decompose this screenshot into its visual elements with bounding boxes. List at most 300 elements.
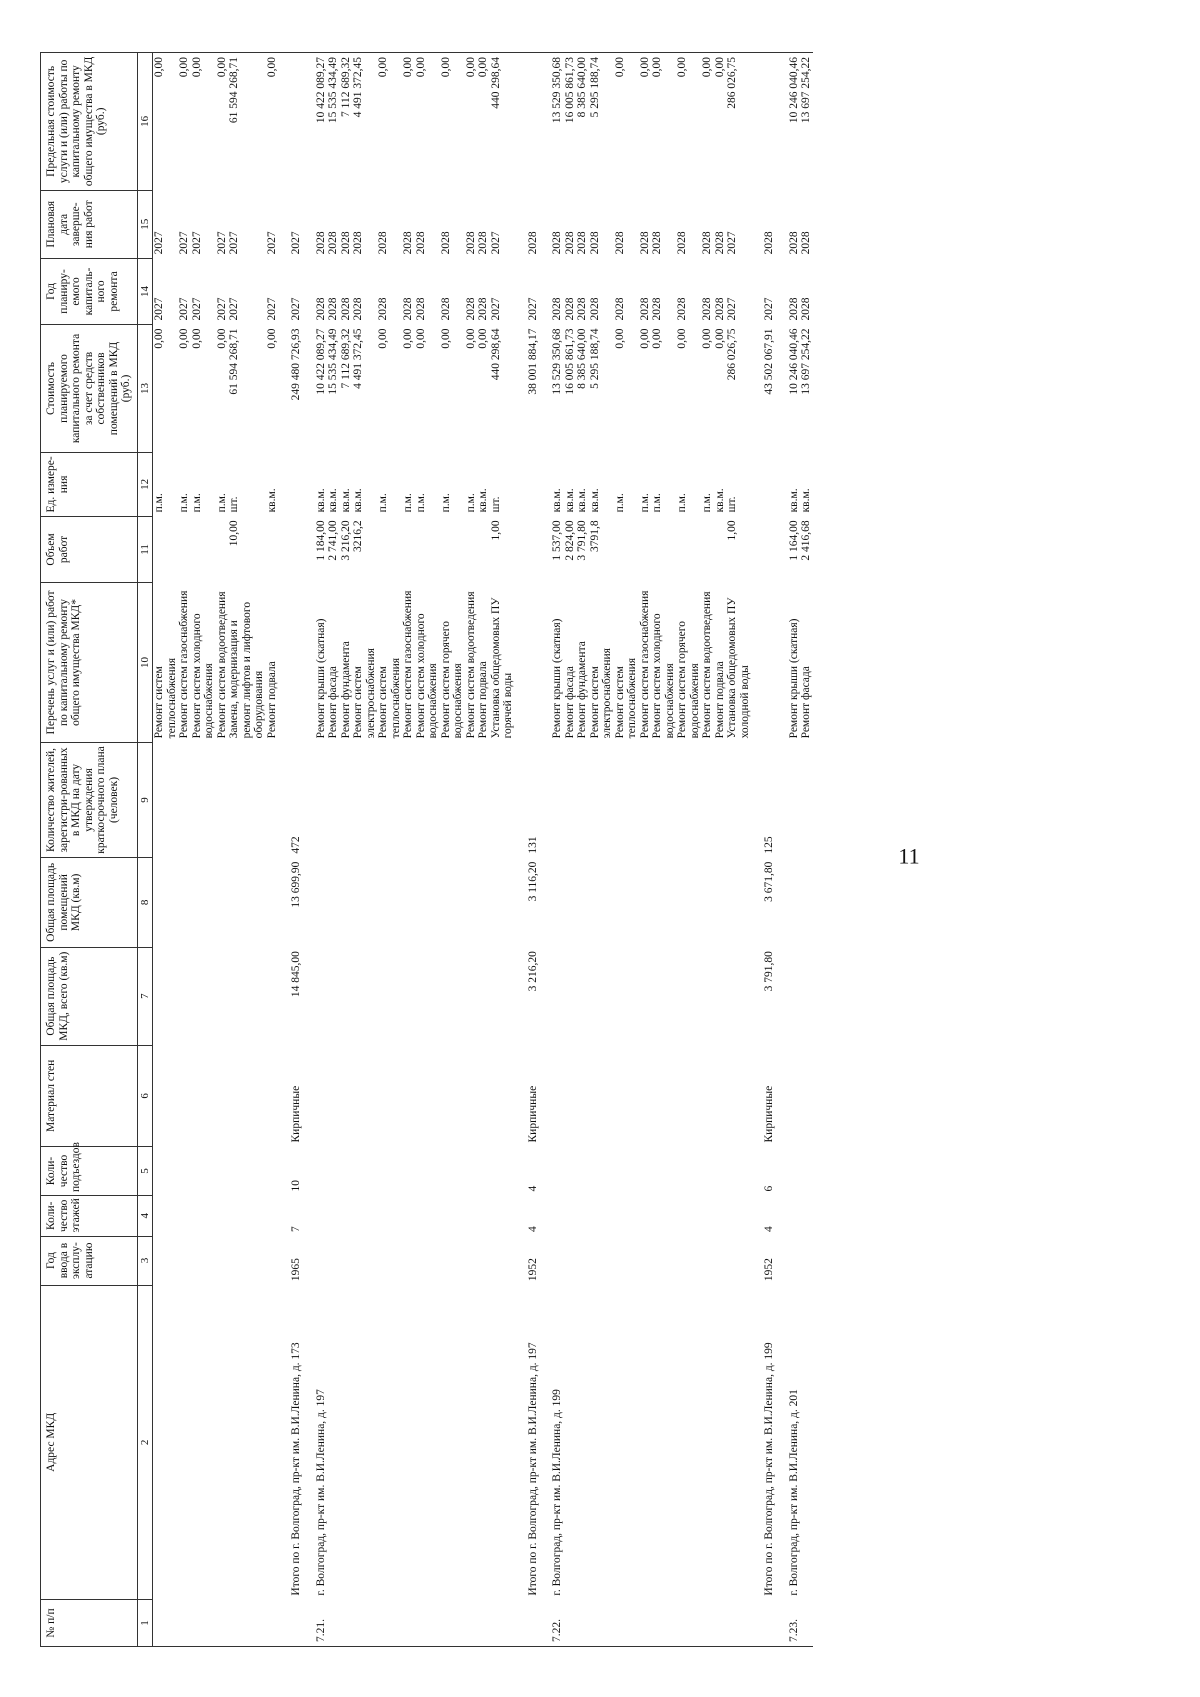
cell-col-5 [576, 1146, 589, 1195]
cell-col-10: Ремонт фасада [327, 666, 339, 739]
cell-col-1 [800, 1600, 813, 1647]
cell-col-11 [477, 516, 490, 582]
cell-col-6 [191, 1045, 216, 1146]
cell-col-14: 2028 [588, 297, 601, 321]
cell-col-13: 43 502 067,91 [763, 328, 775, 395]
cell-col-12: кв.м. [713, 488, 726, 513]
spacer-row [303, 53, 315, 1647]
cell-col-10: Ремонт крыши (скатная) [314, 618, 327, 739]
cell-col-1 [415, 1600, 440, 1647]
cell-col-10: Ремонт крыши (скатная) [787, 618, 800, 739]
capital-repair-table [40, 52, 813, 1647]
cell-col-4 [216, 1196, 229, 1237]
spacer-cell [776, 1285, 788, 1600]
table-row [327, 53, 340, 1647]
spacer-cell [539, 1146, 551, 1195]
cell-col-10: Ремонт систем холодного водоснабжения [414, 613, 439, 739]
cell-col-10: Ремонт фундамента [339, 641, 352, 739]
cell-col-8 [266, 858, 279, 948]
cell-col-8 [651, 858, 676, 948]
cell-col-7 [266, 947, 279, 1045]
cell-col-13: 13 529 350,68 [551, 328, 563, 395]
cell-col-2 [415, 1285, 440, 1600]
spacer-cell [278, 190, 290, 258]
cell-col-4 [614, 1196, 639, 1237]
cell-col-12 [290, 452, 303, 516]
cell-col-4 [564, 1196, 577, 1237]
cell-col-9 [315, 742, 328, 857]
column-number-16: 16 [137, 53, 153, 191]
column-header-7: Общая площадь МКД, всего (кв.м) [41, 947, 138, 1045]
cell-col-8 [352, 858, 377, 948]
cell-col-12: п.м. [701, 493, 713, 513]
cell-col-5 [402, 1146, 415, 1195]
column-number-3: 3 [137, 1236, 153, 1285]
cell-col-3: 1952 [526, 1258, 539, 1282]
cell-col-1: 7.21. [315, 1600, 328, 1647]
cell-col-3 [589, 1236, 614, 1285]
cell-col-15: 2028 [676, 231, 688, 255]
cell-col-10 [763, 583, 776, 743]
cell-col-6 [589, 1045, 614, 1146]
cell-col-16: 0,00 [216, 53, 229, 191]
cell-col-15: 2028 [327, 231, 339, 255]
cell-col-16: 0,00 [477, 53, 490, 191]
cell-col-15: 2027 [726, 231, 738, 255]
cell-col-4 [352, 1196, 377, 1237]
cell-col-16: 0,00 [639, 53, 652, 191]
cell-col-10: Ремонт подвала [265, 661, 278, 739]
cell-col-14: 2027 [153, 297, 165, 321]
spacer-cell [515, 516, 527, 582]
cell-col-3 [490, 1236, 515, 1285]
cell-col-13: 0,00 [477, 328, 489, 349]
spacer-cell [751, 1196, 763, 1237]
cell-col-8 [465, 858, 478, 948]
cell-col-9: 472 [290, 836, 302, 854]
cell-col-5 [415, 1146, 440, 1195]
cell-col-9: 131 [526, 836, 539, 854]
spacer-row [278, 53, 290, 1647]
table-row [216, 53, 229, 1647]
cell-col-11: 2 824,00 [563, 520, 576, 561]
cell-col-6: Кирпичные [526, 1085, 539, 1143]
cell-col-7 [153, 947, 179, 1045]
cell-col-2: г. Волгоград, пр-кт им. В.И.Ленина, д. 199 [551, 1389, 563, 1596]
table-row [477, 53, 490, 1647]
spacer-cell [278, 583, 290, 743]
cell-col-12 [763, 452, 776, 516]
cell-col-14: 2027 [178, 297, 190, 321]
cell-col-5: 4 [526, 1185, 539, 1192]
column-header-15: Плановая дата заверше-ния работ [41, 190, 138, 258]
table-header [41, 53, 153, 1647]
cell-col-9 [327, 742, 340, 857]
cell-col-8 [726, 858, 751, 948]
cell-col-9 [490, 742, 515, 857]
cell-col-8 [576, 858, 589, 948]
cell-col-3 [800, 1236, 813, 1285]
spacer-row [539, 53, 551, 1647]
cell-col-9 [178, 742, 191, 857]
table-row [191, 53, 216, 1647]
cell-col-6 [266, 1045, 279, 1146]
cell-col-15: 2028 [787, 231, 800, 255]
cell-col-10: Ремонт фасада [800, 666, 812, 739]
cell-col-10: Установка общедомовых ПУ холодной воды [726, 597, 751, 739]
cell-col-8 [327, 858, 340, 948]
cell-col-9 [576, 742, 589, 857]
cell-col-6 [726, 1045, 751, 1146]
cell-col-13: 13 697 254,22 [800, 328, 812, 395]
spacer-cell [278, 1285, 290, 1600]
cell-col-13: 0,00 [178, 328, 190, 349]
cell-col-9 [788, 742, 801, 857]
cell-col-15: 2027 [190, 231, 203, 255]
cell-col-12: п.м. [153, 493, 165, 513]
cell-col-4 [315, 1196, 328, 1237]
cell-col-14: 2028 [551, 297, 563, 321]
column-number-7: 7 [137, 947, 153, 1045]
cell-col-2 [402, 1285, 415, 1600]
cell-col-6 [576, 1045, 589, 1146]
cell-col-2: г. Волгоград, пр-кт им. В.И.Ленина, д. 201 [787, 1389, 800, 1596]
cell-col-14: 2027 [489, 297, 502, 321]
cell-col-2 [576, 1285, 589, 1600]
spacer-row [776, 53, 788, 1647]
cell-col-13: 0,00 [265, 328, 278, 349]
cell-col-5 [352, 1146, 377, 1195]
spacer-cell [515, 190, 527, 258]
spacer-cell [515, 258, 527, 324]
cell-col-2 [651, 1285, 676, 1600]
cell-col-11 [701, 516, 714, 582]
cell-col-2 [564, 1285, 577, 1600]
spacer-cell [776, 947, 788, 1045]
cell-col-3 [377, 1236, 402, 1285]
cell-col-15: 2028 [377, 231, 389, 255]
cell-col-14: 2028 [576, 297, 588, 321]
cell-col-9 [651, 742, 676, 857]
cell-col-10: Ремонт систем водоотведения [464, 591, 477, 739]
cell-col-15: 2028 [339, 231, 352, 255]
cell-col-8 [551, 858, 564, 948]
spacer-cell [776, 742, 788, 857]
table-row [465, 53, 478, 1647]
column-header-12: Ед. измере-ния [41, 452, 138, 516]
cell-col-7 [551, 947, 564, 1045]
cell-col-14: 2028 [638, 297, 651, 321]
cell-col-2 [340, 1285, 353, 1600]
cell-col-15: 2028 [402, 231, 414, 255]
cell-col-5 [614, 1146, 639, 1195]
cell-col-16 [763, 53, 776, 191]
cell-col-5 [589, 1146, 614, 1195]
cell-col-6 [551, 1045, 564, 1146]
cell-col-11: 3 791,80 [576, 520, 588, 561]
cell-col-9 [216, 742, 229, 857]
cell-col-1 [564, 1600, 577, 1647]
table-row [564, 53, 577, 1647]
cell-col-8 [402, 858, 415, 948]
table-row [228, 53, 266, 1647]
cell-col-1 [228, 1600, 266, 1647]
cell-col-11 [639, 516, 652, 582]
cell-col-4 [639, 1196, 652, 1237]
cell-col-11 [763, 516, 776, 582]
table-row [589, 53, 614, 1647]
cell-col-3 [340, 1236, 353, 1285]
cell-col-11 [290, 516, 303, 582]
cell-col-7 [340, 947, 353, 1045]
cell-col-5 [228, 1146, 266, 1195]
cell-col-9 [228, 742, 266, 857]
cell-col-3 [714, 1236, 727, 1285]
cell-col-6 [228, 1045, 266, 1146]
spacer-cell [539, 516, 551, 582]
cell-col-12: кв.м. [800, 488, 812, 513]
spacer-cell [776, 452, 788, 516]
cell-col-9 [701, 742, 714, 857]
cell-col-9 [352, 742, 377, 857]
table-row [639, 53, 652, 1647]
cell-col-5 [800, 1146, 813, 1195]
cell-col-9 [402, 742, 415, 857]
cell-col-2 [440, 1285, 465, 1600]
spacer-cell [515, 1196, 527, 1237]
cell-col-6 [465, 1045, 478, 1146]
cell-col-16: 8 385 640,00 [576, 53, 589, 191]
cell-col-6 [440, 1045, 465, 1146]
cell-col-15: 2028 [551, 231, 563, 255]
column-number-14: 14 [137, 258, 153, 324]
table-row [651, 53, 676, 1647]
cell-col-16: 10 246 040,46 [788, 53, 801, 191]
column-header-1: № п/п [41, 1600, 138, 1647]
spacer-cell [515, 1600, 527, 1647]
cell-col-15: 2027 [265, 231, 278, 255]
cell-col-3 [191, 1236, 216, 1285]
cell-col-9 [415, 742, 440, 857]
cell-col-15: 2028 [414, 231, 427, 255]
spacer-cell [539, 1600, 551, 1647]
cell-col-11 [440, 516, 465, 582]
column-number-13: 13 [137, 325, 153, 453]
cell-col-4 [340, 1196, 353, 1237]
cell-col-8: 3 116,20 [526, 861, 539, 902]
cell-col-14: 2027 [290, 297, 302, 321]
column-number-5: 5 [137, 1146, 153, 1195]
cell-col-1 [266, 1600, 279, 1647]
spacer-cell [539, 53, 551, 191]
cell-col-8 [564, 858, 577, 948]
cell-col-7 [614, 947, 639, 1045]
cell-col-5 [701, 1146, 714, 1195]
cell-col-13: 0,00 [377, 328, 389, 349]
spacer-cell [278, 947, 290, 1045]
cell-col-8 [415, 858, 440, 948]
cell-col-7 [315, 947, 328, 1045]
spacer-cell [303, 583, 315, 743]
cell-col-6 [477, 1045, 490, 1146]
cell-col-14: 2028 [676, 297, 688, 321]
spacer-cell [776, 1045, 788, 1146]
spacer-cell [278, 1600, 290, 1647]
cell-col-12: шт. [228, 496, 240, 513]
cell-col-9 [377, 742, 402, 857]
cell-col-16: 7 112 689,32 [340, 53, 353, 191]
cell-col-11 [153, 516, 179, 582]
spacer-cell [751, 516, 763, 582]
cell-col-10: Ремонт подвала [713, 661, 726, 739]
cell-col-6 [340, 1045, 353, 1146]
table-row [714, 53, 727, 1647]
cell-col-6 [714, 1045, 727, 1146]
column-header-16: Предельная стоимость услуги и (или) работы по капитальному ремонту общего имущества в МКД (руб.) [41, 53, 138, 191]
cell-col-13: 0,00 [190, 328, 203, 349]
cell-col-14: 2027 [265, 297, 278, 321]
cell-col-3 [228, 1236, 266, 1285]
spacer-cell [539, 1196, 551, 1237]
cell-col-11: 1,00 [726, 520, 738, 541]
spacer-cell [515, 947, 527, 1045]
cell-col-10: Замена, модернизация и ремонт лифтов и лифтового оборудования [228, 601, 265, 739]
cell-col-2 [639, 1285, 652, 1600]
cell-col-7: 3 791,80 [763, 951, 775, 992]
cell-col-11 [714, 516, 727, 582]
cell-col-4 [465, 1196, 478, 1237]
cell-col-4 [266, 1196, 279, 1237]
column-number-8: 8 [137, 858, 153, 948]
spacer-cell [751, 325, 763, 453]
cell-col-5 [327, 1146, 340, 1195]
spacer-cell [303, 742, 315, 857]
cell-col-10: Ремонт систем теплоснабжения [613, 657, 638, 739]
cell-col-12: п.м. [439, 493, 452, 513]
cell-col-14: 2028 [314, 297, 327, 321]
spacer-cell [751, 858, 763, 948]
cell-col-1 [178, 1600, 191, 1647]
cell-col-4 [726, 1196, 751, 1237]
cell-col-7 [377, 947, 402, 1045]
spacer-cell [278, 53, 290, 191]
cell-col-11 [415, 516, 440, 582]
cell-col-12: шт. [489, 496, 502, 513]
spacer-cell [776, 1196, 788, 1237]
cell-col-12: п.м. [638, 493, 651, 513]
cell-col-14: 2028 [439, 297, 452, 321]
cell-col-5 [714, 1146, 727, 1195]
cell-col-16: 0,00 [153, 53, 179, 191]
cell-col-6 [490, 1045, 515, 1146]
spacer-cell [539, 583, 551, 743]
cell-col-5 [465, 1146, 478, 1195]
cell-col-15: 2028 [526, 231, 539, 255]
cell-col-10: Ремонт систем горячего водоснабжения [676, 621, 701, 739]
cell-col-7 [191, 947, 216, 1045]
cell-col-12: п.м. [464, 493, 477, 513]
cell-col-9 [153, 742, 179, 857]
cell-col-13: 0,00 [701, 328, 713, 349]
cell-col-3 [551, 1236, 564, 1285]
cell-col-10 [290, 583, 303, 743]
cell-col-1 [402, 1600, 415, 1647]
table-row [576, 53, 589, 1647]
cell-col-7 [415, 947, 440, 1045]
cell-col-10: Установка общедомовых ПУ горячей воды [489, 597, 514, 739]
cell-col-4 [788, 1196, 801, 1237]
cell-col-15: 2028 [638, 231, 651, 255]
cell-col-12: кв.м. [314, 488, 327, 513]
cell-col-14: 2028 [352, 297, 364, 321]
cell-col-1 [651, 1600, 676, 1647]
cell-col-12: кв.м. [576, 488, 588, 513]
cell-col-5 [477, 1146, 490, 1195]
cell-col-6 [153, 1045, 179, 1146]
cell-col-15: 2027 [215, 231, 228, 255]
spacer-cell [515, 1285, 527, 1600]
cell-col-11: 1 184,00 [314, 520, 327, 561]
cell-col-8 [490, 858, 515, 948]
cell-col-4 [714, 1196, 727, 1237]
cell-col-6: Кирпичные [763, 1085, 775, 1143]
cell-col-1 [191, 1600, 216, 1647]
total-row [763, 53, 776, 1647]
cell-col-4 [800, 1196, 813, 1237]
spacer-cell [776, 1236, 788, 1285]
cell-col-1 [352, 1600, 377, 1647]
cell-col-16: 0,00 [178, 53, 191, 191]
table-row [352, 53, 377, 1647]
column-header-6: Материал стен [41, 1045, 138, 1146]
cell-col-11 [402, 516, 415, 582]
cell-col-10: Ремонт систем газоснабжения [638, 590, 651, 739]
cell-col-5 [153, 1146, 179, 1195]
spacer-cell [515, 1236, 527, 1285]
cell-col-14: 2027 [228, 297, 240, 321]
cell-col-1 [440, 1600, 465, 1647]
cell-col-10: Ремонт фундамента [576, 641, 588, 739]
cell-col-3 [216, 1236, 229, 1285]
cell-col-4 [701, 1196, 714, 1237]
cell-col-9 [266, 742, 279, 857]
cell-col-7 [701, 947, 714, 1045]
cell-col-11 [465, 516, 478, 582]
cell-col-11 [377, 516, 402, 582]
page-number: 11 [898, 843, 920, 869]
spacer-cell [515, 583, 527, 743]
cell-col-16: 0,00 [377, 53, 402, 191]
column-number-6: 6 [137, 1045, 153, 1146]
cell-col-1 [216, 1600, 229, 1647]
cell-col-12: кв.м. [563, 488, 576, 513]
cell-col-11: 2 416,68 [800, 520, 812, 561]
cell-col-14: 2028 [327, 297, 339, 321]
cell-col-7 [589, 947, 614, 1045]
cell-col-13: 286 026,75 [726, 328, 738, 381]
cell-col-10: Ремонт систем холодного водоснабжения [190, 613, 215, 739]
spacer-cell [751, 1146, 763, 1195]
cell-col-5 [551, 1146, 564, 1195]
cell-col-6 [315, 1045, 328, 1146]
cell-col-2 [266, 1285, 279, 1600]
cell-col-6 [377, 1045, 402, 1146]
cell-col-8 [315, 858, 328, 948]
cell-col-1 [714, 1600, 727, 1647]
cell-col-2 [191, 1285, 216, 1600]
cell-col-15: 2027 [178, 231, 190, 255]
cell-col-1 [614, 1600, 639, 1647]
